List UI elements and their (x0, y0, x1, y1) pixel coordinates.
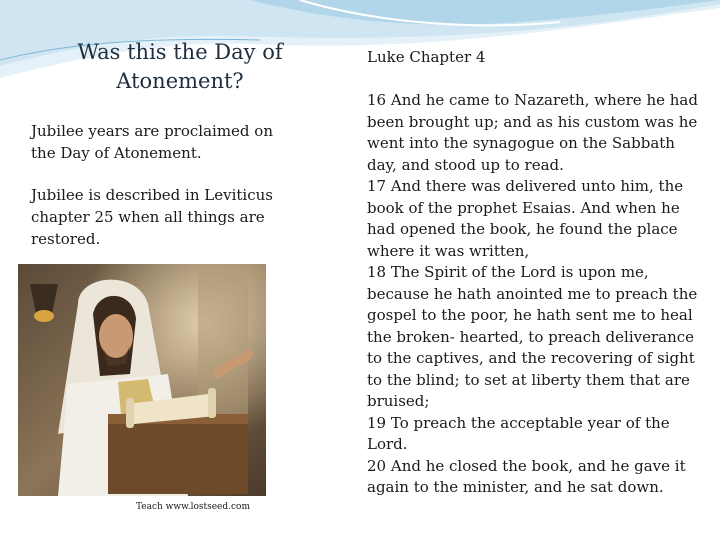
verse-18 (367, 262, 707, 413)
jesus-reading-scroll-painting (18, 264, 266, 496)
verse-text: The Spirit of the Lord is upon me, because he hath anointed me to preach the gospel to the poor, he hath sent me to heal the broken- hearted, to preach deliverance to the captives, and the recovering of sight to the blind; to set at liberty them that are bruised; (367, 263, 698, 410)
verse-number: 19 (367, 413, 387, 432)
verse-text: To preach the acceptable year of the Lord. (367, 413, 670, 453)
jubilee-paragraph-2: Jubilee is described in Leviticus chapter 25 when all things are restored. (31, 186, 273, 248)
verse-number: 18 (367, 263, 387, 281)
verse-text: And he closed the book, and he gave it again to the minister, and he sat down. (367, 456, 686, 496)
verse-number: 16 (367, 91, 387, 109)
scripture-passage (367, 90, 707, 499)
slide-title: Was this the Day of Atonement? (77, 40, 283, 93)
verse-20 (367, 456, 707, 499)
jubilee-paragraph-1: Jubilee years are proclaimed on the Day of Atonement. (31, 122, 273, 162)
chapter-heading: Luke Chapter 4 (367, 48, 486, 66)
image-credit: Teach www.lostseed.com (135, 502, 251, 512)
verse-16 (367, 90, 707, 176)
verse-text: And he came to Nazareth, where he had been brought up; and as his custom was he went into the synagogue on the Sabbath day, and stood up to read. (367, 91, 698, 174)
verse-17 (367, 176, 707, 262)
verse-number: 17 (367, 177, 387, 195)
verse-number: 20 (367, 456, 387, 475)
verse-text: And there was delivered unto him, the book of the prophet Esaias. And when he had opened the book, he found the place where it was written, (367, 177, 684, 260)
verse-19 (367, 413, 707, 456)
